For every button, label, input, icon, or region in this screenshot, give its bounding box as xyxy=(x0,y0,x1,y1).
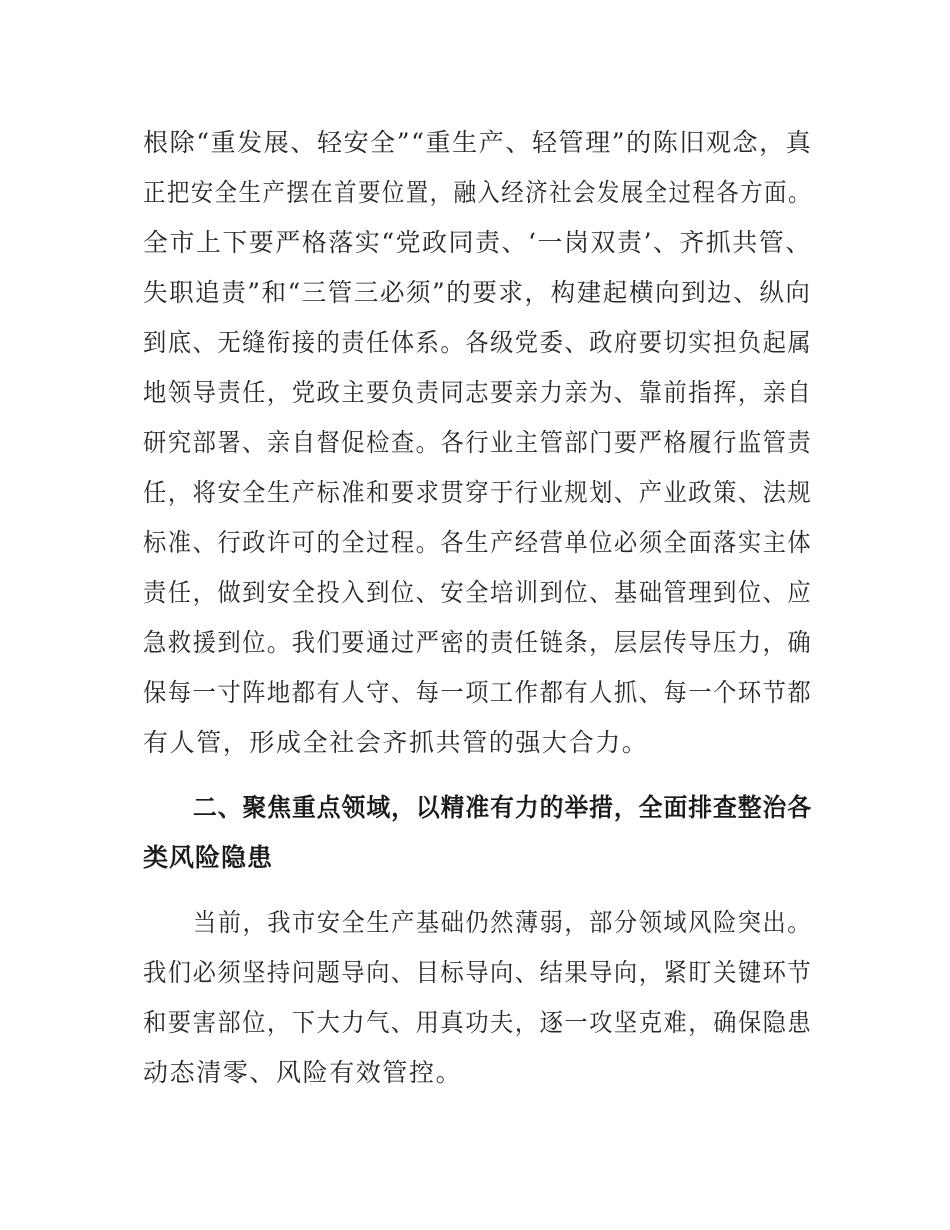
paragraph-line: 地领导责任，党政主要负责同志要亲力亲为、靠前指挥，亲自 xyxy=(143,378,813,407)
paragraph-line: 任，将安全生产标准和要求贯穿于行业规划、产业政策、法规 xyxy=(143,478,813,507)
paragraph-line: 正把安全生产摆在首要位置，融入经济社会发展全过程各方面。 xyxy=(143,178,812,207)
paragraph-line: 全市上下要严格落实“党政同责、‘一岗双责’、齐抓共管、 xyxy=(143,228,812,257)
paragraph-line: 失职追责”和“三管三必须”的要求，构建起横向到边、纵向 xyxy=(143,278,812,307)
paragraph-line: 和要害部位，下大力气、用真功夫，逐一攻坚克难，确保隐患 xyxy=(143,1008,813,1037)
paragraph-line: 有人管，形成全社会齐抓共管的强大合力。 xyxy=(143,728,649,757)
paragraph-line: 根除“重发展、轻安全”“重生产、轻管理”的陈旧观念，真 xyxy=(143,128,813,157)
paragraph-line: 研究部署、亲自督促检查。各行业主管部门要严格履行监管责 xyxy=(143,428,813,457)
paragraph-line: 标准、行政许可的全过程。各生产经营单位必须全面落实主体 xyxy=(143,528,813,557)
section-heading-line: 二、聚焦重点领域，以精准有力的举措，全面排查整治各 xyxy=(193,793,813,822)
paragraph-line: 当前，我市安全生产基础仍然薄弱，部分领域风险突出。 xyxy=(193,908,812,937)
paragraph-line: 责任，做到安全投入到位、安全培训到位、基础管理到位、应 xyxy=(143,578,813,607)
paragraph-line: 保每一寸阵地都有人守、每一项工作都有人抓、每一个环节都 xyxy=(143,678,813,707)
section-heading-line: 类风险隐患 xyxy=(143,843,274,872)
paragraph-line: 动态清零、风险有效管控。 xyxy=(143,1058,463,1087)
paragraph-line: 我们必须坚持问题导向、目标导向、结果导向，紧盯关键环节 xyxy=(143,958,813,987)
paragraph-line: 急救援到位。我们要通过严密的责任链条，层层传导压力，确 xyxy=(143,628,813,657)
paragraph-line: 到底、无缝衔接的责任体系。各级党委、政府要切实担负起属 xyxy=(143,328,813,357)
